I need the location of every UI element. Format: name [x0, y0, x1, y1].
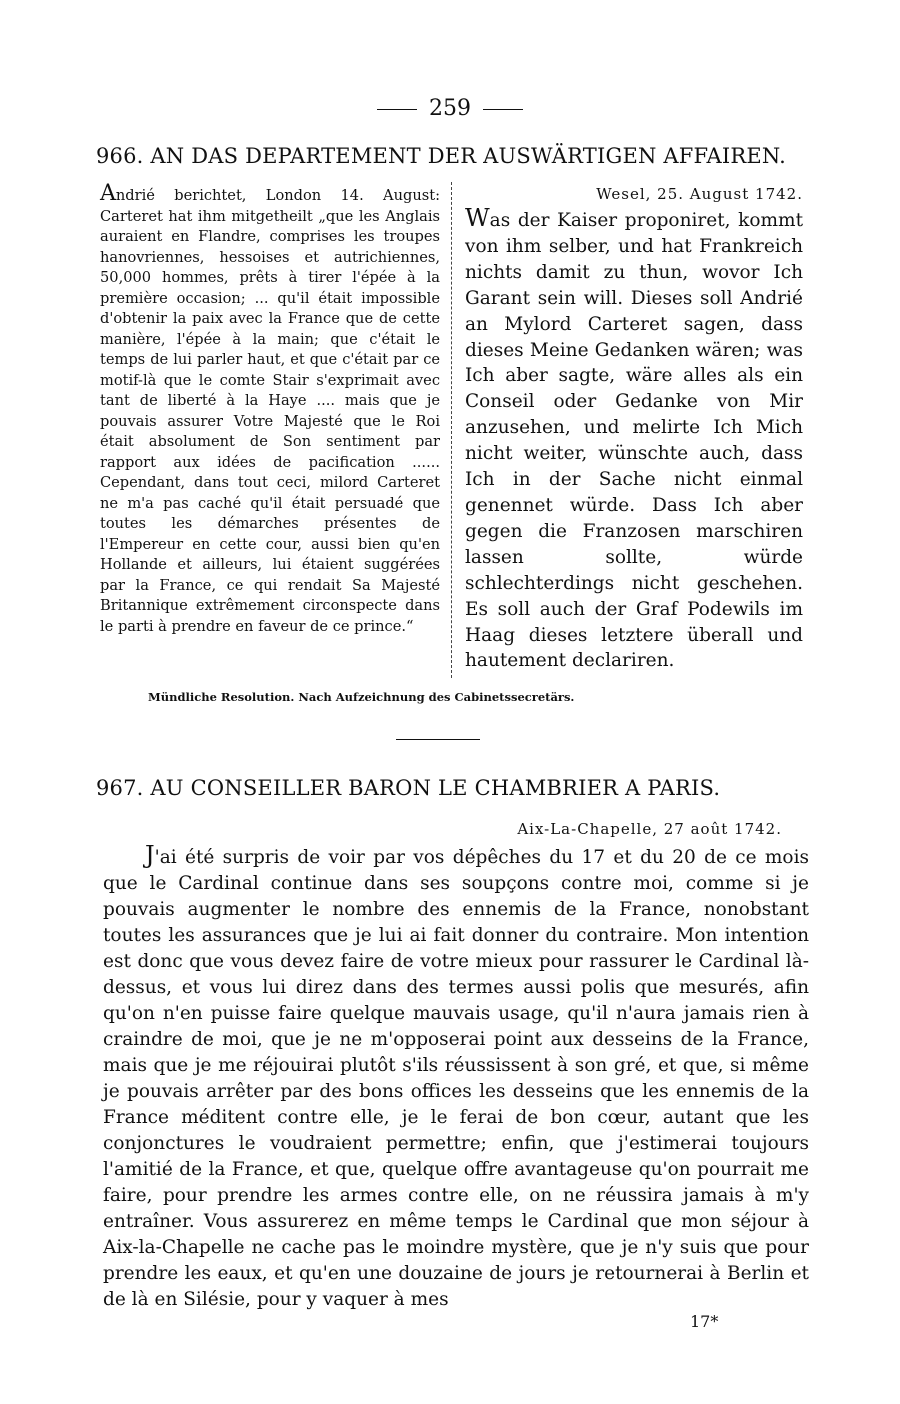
letter-967-body — [103, 842, 809, 1313]
letter-966-summary — [100, 181, 440, 637]
letter-967-paragraph — [103, 842, 809, 1313]
letter-967-heading: 967. AU CONSEILLER BARON LE CHAMBRIER A PARIS. — [96, 776, 721, 800]
resolution-text: as der Kaiser proponiret, kommt von ihm selber, und hat Frankreich nichts damit zu thun, wovor Ich Garant sein will. Dieses soll Andrié an Mylord Carteret sagen, dass dieses Meine Gedanken wären; was Ich aber sagte, wäre alles als ein Conseil oder Gedanke von Mir anzusehen, und melirte Ich Mich nicht weiter, wünschte auch, dass Ich in der Sache nicht einmal genennet würde. Dass Ich aber gegen die Franzosen marschiren lassen sollte, würde schlechterdings nicht geschehen. Es soll auch der Graf Podewils im Haag dieses letztere überall und hautement declariren. — [465, 210, 803, 672]
signature-mark: 17* — [690, 1312, 719, 1331]
page-number-rule-right — [483, 109, 523, 110]
letter-967-dateline: Aix-La-Chapelle, 27 août 1742. — [517, 820, 782, 838]
letter-966-resolution-column — [465, 184, 803, 674]
summary-text: ndrié berichtet, London 14. August: Carteret hat ihm mitgetheilt „que les Anglais auraient en Flandre, comprises les troupes hanovriennes, hessoises et autrichiennes, 50,000 hommes, prêts à tirer l'épée à la première occasion; ... qu'il était impossible d'obtenir la paix avec la France que de cette manière, l'épée à la main; que c'était le temps de lui parler haut, et que c'était par ce motif-là que le comte Stair s'exprimait avec tant de liberté à la Haye .... mais que je pouvais assurer Votre Majesté que le Roi était absolument de Son sentiment par rapport aux idées de pacification ...... Cependant, dans tout ceci, milord Carteret ne m'a pas caché qu'il était persuadé que toutes les démarches présentes de l'Empereur en cette cour, aussi bien qu'en Hollande et ailleurs, lui étaient suggérées par la France, ce qui rendait Sa Majesté Britannique extrêmement circonspecte dans le parti à prendre en faveur de ce prince.“ — [100, 187, 440, 635]
letter-966-resolution — [465, 206, 803, 674]
letter-966-dateline: Wesel, 25. August 1742. — [596, 185, 803, 203]
letter-967-text: 'ai été surpris de voir par vos dépêches du 17 et du 20 de ce mois que le Cardinal continue dans ses soupçons contre moi, comme si je pouvais augmenter le nombre des ennemis de la France, nonobstant toutes les assurances que je lui ai fait donner du contraire. Mon intention est donc que vous devez faire de votre mieux pour rassurer le Cardinal là-dessus, et vous lui direz dans des termes aussi polis que mesurés, afin qu'on n'en puisse faire quelque mauvais usage, qu'il n'aura jamais rien à craindre de moi, que je ne m'opposerai point aux desseins de la France, mais que je me réjouirai plutôt s'ils réussissent à son gré, et que, si même je pouvais arrêter par des bons offices les desseins que les ennemis de la France méditent contre elle, je le ferai de bon cœur, autant que les conjonctures le voudraient permettre; enfin, que j'estimerai toujours l'amitié de la France, et que, quelque offre avantageuse qu'on pourrait me faire, pour prendre les armes contre elle, on ne réussira jamais à m'y entraîner. Vous assurerez en même temps le Cardinal que mon séjour à Aix-la-Chapelle ne cache pas le moindre mystère, que je n'y suis que pour prendre les eaux, et qu'en une douzaine de jours je retournerai à Berlin et de là en Silésie, pour y vaquer à mes — [103, 847, 809, 1310]
page-number-rule-left — [377, 109, 417, 110]
resolution-dropcap: W — [465, 204, 490, 232]
column-divider — [451, 182, 452, 678]
section-separator — [396, 739, 480, 740]
page-number — [0, 96, 900, 121]
page-number-text: 259 — [429, 96, 471, 121]
letter-967-dropcap: J — [145, 841, 155, 869]
letter-966-source-note: Mündliche Resolution. Nach Aufzeichnung des Cabinetssecretärs. — [148, 690, 575, 704]
letter-966-summary-column — [100, 181, 440, 637]
letter-966-heading: 966. AN DAS DEPARTEMENT DER AUSWÄRTIGEN AFFAIREN. — [96, 144, 787, 168]
summary-dropcap: A — [100, 181, 116, 206]
